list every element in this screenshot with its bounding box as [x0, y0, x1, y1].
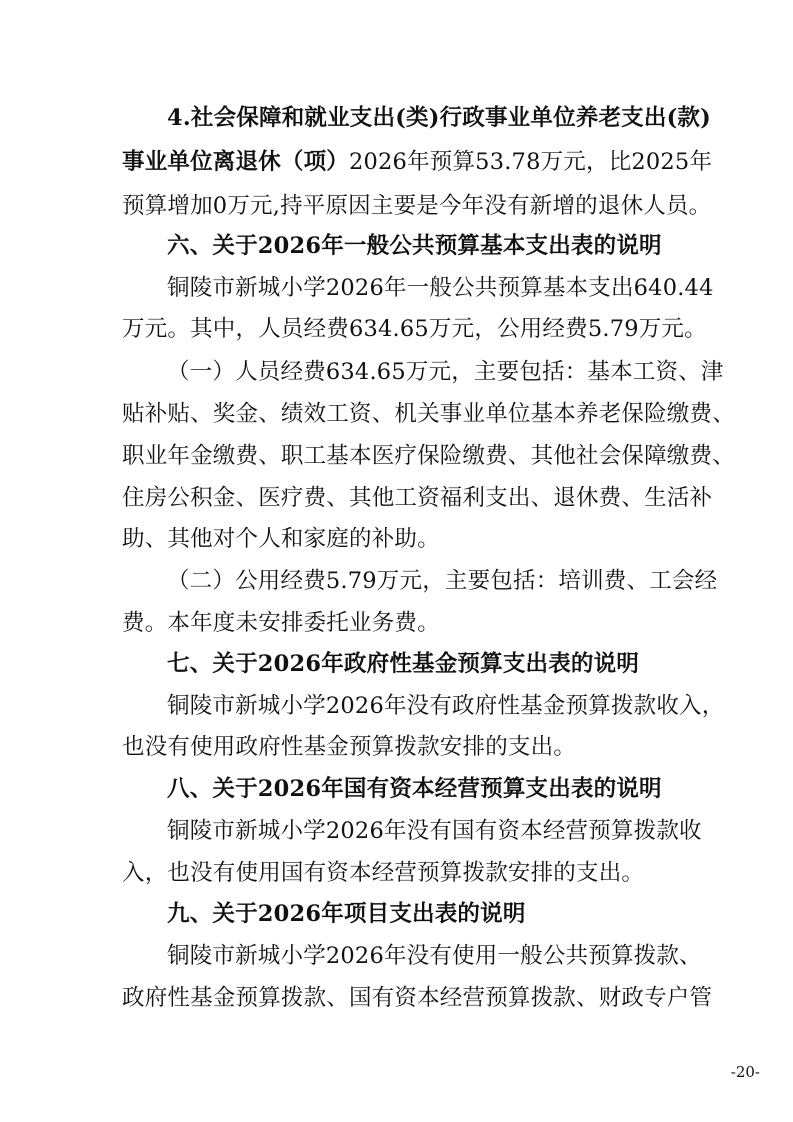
- page-number: -20-: [730, 1063, 760, 1081]
- body-line-9: 职业年金缴费、职工基本医疗保险缴费、其他社会保障缴费、: [122, 443, 735, 469]
- heading-line-1: 4.社会保障和就业支出(类)行政事业单位养老支出(款): [167, 105, 711, 131]
- body-line-22: 政府性基金预算拨款、国有资本经营预算拨款、财政专户管: [122, 985, 713, 1011]
- heading-fragment: 事业单位离退休（项）: [122, 149, 350, 175]
- body-line-5: 铜陵市新城小学2026年一般公共预算基本支出640.44: [167, 275, 714, 301]
- body-line-11: 助、其他对个人和家庭的补助。: [122, 526, 440, 552]
- body-line-6: 万元。其中，人员经费634.65万元，公用经费5.79万元。: [122, 316, 707, 342]
- section-heading-7: 七、关于2026年政府性基金预算支出表的说明: [167, 651, 640, 677]
- body-line-12: （二）公用经费5.79万元，主要包括：培训费、工会经: [167, 568, 718, 594]
- body-line-7: （一）人员经费634.65万元，主要包括：基本工资、津: [167, 359, 724, 385]
- body-line-10: 住房公积金、医疗费、其他工资福利支出、退休费、生活补: [122, 485, 713, 511]
- body-line-15: 铜陵市新城小学2026年没有政府性基金预算拨款收入，: [167, 693, 725, 719]
- body-line-13: 费。本年度未安排委托业务费。: [122, 610, 440, 636]
- section-heading-8: 八、关于2026年国有资本经营预算支出表的说明: [167, 776, 662, 802]
- body-fragment: 2026年预算53.78万元，比2025年: [349, 149, 713, 175]
- body-line-19: 入，也没有使用国有资本经营预算拨款安排的支出。: [122, 860, 645, 886]
- body-line-18: 铜陵市新城小学2026年没有国有资本经营预算拨款收: [167, 818, 702, 844]
- section-heading-9: 九、关于2026年项目支出表的说明: [167, 901, 526, 927]
- section-heading-6: 六、关于2026年一般公共预算基本支出表的说明: [167, 233, 662, 259]
- body-line-2: [122, 142, 745, 182]
- body-line-21: 铜陵市新城小学2026年没有使用一般公共预算拨款、: [167, 943, 702, 969]
- body-line-16: 也没有使用政府性基金预算拨款安排的支出。: [122, 734, 577, 760]
- body-line-3: 预算增加0万元,持平原因主要是今年没有新增的退休人员。: [122, 193, 712, 219]
- body-line-8: 贴补贴、奖金、绩效工资、机关事业单位基本养老保险缴费、: [122, 401, 735, 427]
